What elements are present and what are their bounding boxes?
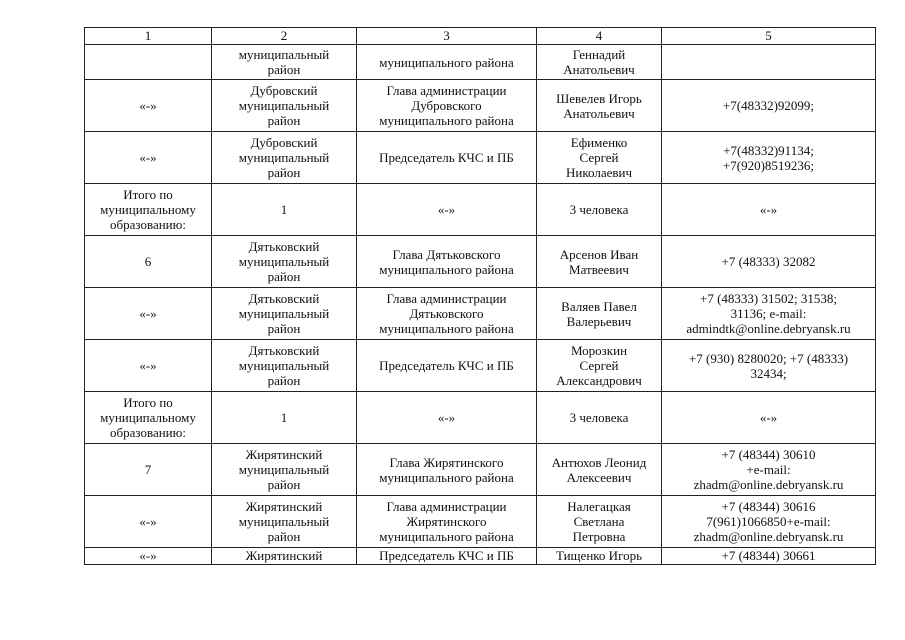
table-cell-person: 3 человека [537, 184, 662, 236]
table-cell-position: Председатель КЧС и ПБ [357, 340, 537, 392]
table-cell-subtotal-label: Итого по муниципальному образованию: [85, 184, 212, 236]
table-row [85, 340, 876, 392]
table-cell-contacts: «-» [662, 392, 876, 444]
table-cell-contacts: +7 (48344) 30610 +e-mail: zhadm@online.debryansk.ru [662, 444, 876, 496]
table-row [85, 236, 876, 288]
table-cell-district: Дятьковский муниципальный район [212, 288, 357, 340]
table-cell-contacts: +7 (48344) 30661 [662, 548, 876, 565]
table-cell-number: «-» [85, 132, 212, 184]
table-cell-contacts: +7 (48333) 31502; 31538; 31136; e-mail: admindtk@online.debryansk.ru [662, 288, 876, 340]
table-header-row [85, 28, 876, 45]
table-cell-number: «-» [85, 496, 212, 548]
table-cell-district: 1 [212, 392, 357, 444]
table-cell-person: Геннадий Анатольевич [537, 45, 662, 80]
table-cell-position: Глава администрации Дубровского муниципального района [357, 80, 537, 132]
table-cell-contacts: +7 (48333) 32082 [662, 236, 876, 288]
table-cell-district: Дубровский муниципальный район [212, 80, 357, 132]
table-cell-position: «-» [357, 392, 537, 444]
table-cell-position: муниципального района [357, 45, 537, 80]
table-cell-person: Налегацкая Светлана Петровна [537, 496, 662, 548]
table-row-subtotal [85, 392, 876, 444]
table-row [85, 45, 876, 80]
table-cell-number: «-» [85, 80, 212, 132]
column-number-3: 3 [357, 28, 537, 45]
table-cell-position: Глава Жирятинского муниципального района [357, 444, 537, 496]
table-cell-district: 1 [212, 184, 357, 236]
table-cell-district: Жирятинский [212, 548, 357, 565]
table-cell-number: «-» [85, 288, 212, 340]
table-row-subtotal [85, 184, 876, 236]
table-cell-person: 3 человека [537, 392, 662, 444]
column-number-2: 2 [212, 28, 357, 45]
table-cell-position: Председатель КЧС и ПБ [357, 548, 537, 565]
table-cell-person: Валяев Павел Валерьевич [537, 288, 662, 340]
table-cell-person: Ефименко Сергей Николаевич [537, 132, 662, 184]
table-cell-contacts: «-» [662, 184, 876, 236]
table-cell-district: Дятьковский муниципальный район [212, 340, 357, 392]
table-cell-contacts: +7(48332)91134; +7(920)8519236; [662, 132, 876, 184]
table-cell-number: 7 [85, 444, 212, 496]
table-cell-person: Тищенко Игорь [537, 548, 662, 565]
table-cell-contacts: +7 (48344) 30616 7(961)1066850+e-mail: zhadm@online.debryansk.ru [662, 496, 876, 548]
column-number-1: 1 [85, 28, 212, 45]
table-cell-district: Дятьковский муниципальный район [212, 236, 357, 288]
table-cell-number [85, 45, 212, 80]
table-row [85, 80, 876, 132]
table-cell-position: Глава администрации Жирятинского муниципального района [357, 496, 537, 548]
table-cell-person: Морозкин Сергей Александрович [537, 340, 662, 392]
table-cell-contacts: +7 (930) 8280020; +7 (48333) 32434; [662, 340, 876, 392]
table-cell-contacts [662, 45, 876, 80]
column-number-5: 5 [662, 28, 876, 45]
table-cell-person: Антюхов Леонид Алексеевич [537, 444, 662, 496]
table-cell-position: Глава Дятьковского муниципального района [357, 236, 537, 288]
table-cell-number: 6 [85, 236, 212, 288]
table-cell-person: Шевелев Игорь Анатольевич [537, 80, 662, 132]
table-cell-district: Жирятинский муниципальный район [212, 496, 357, 548]
table-cell-position: «-» [357, 184, 537, 236]
table-row [85, 496, 876, 548]
table-cell-contacts: +7(48332)92099; [662, 80, 876, 132]
table-row [85, 132, 876, 184]
column-number-4: 4 [537, 28, 662, 45]
table-cell-district: Жирятинский муниципальный район [212, 444, 357, 496]
table-cell-position: Председатель КЧС и ПБ [357, 132, 537, 184]
table-row [85, 444, 876, 496]
table-cell-subtotal-label: Итого по муниципальному образованию: [85, 392, 212, 444]
table-cell-person: Арсенов Иван Матвеевич [537, 236, 662, 288]
table-cell-district: муниципальный район [212, 45, 357, 80]
table-cell-district: Дубровский муниципальный район [212, 132, 357, 184]
table-cell-number: «-» [85, 340, 212, 392]
table-row [85, 288, 876, 340]
table-row [85, 548, 876, 565]
contacts-table [84, 27, 876, 565]
table-cell-position: Глава администрации Дятьковского муниципального района [357, 288, 537, 340]
table-cell-number: «-» [85, 548, 212, 565]
